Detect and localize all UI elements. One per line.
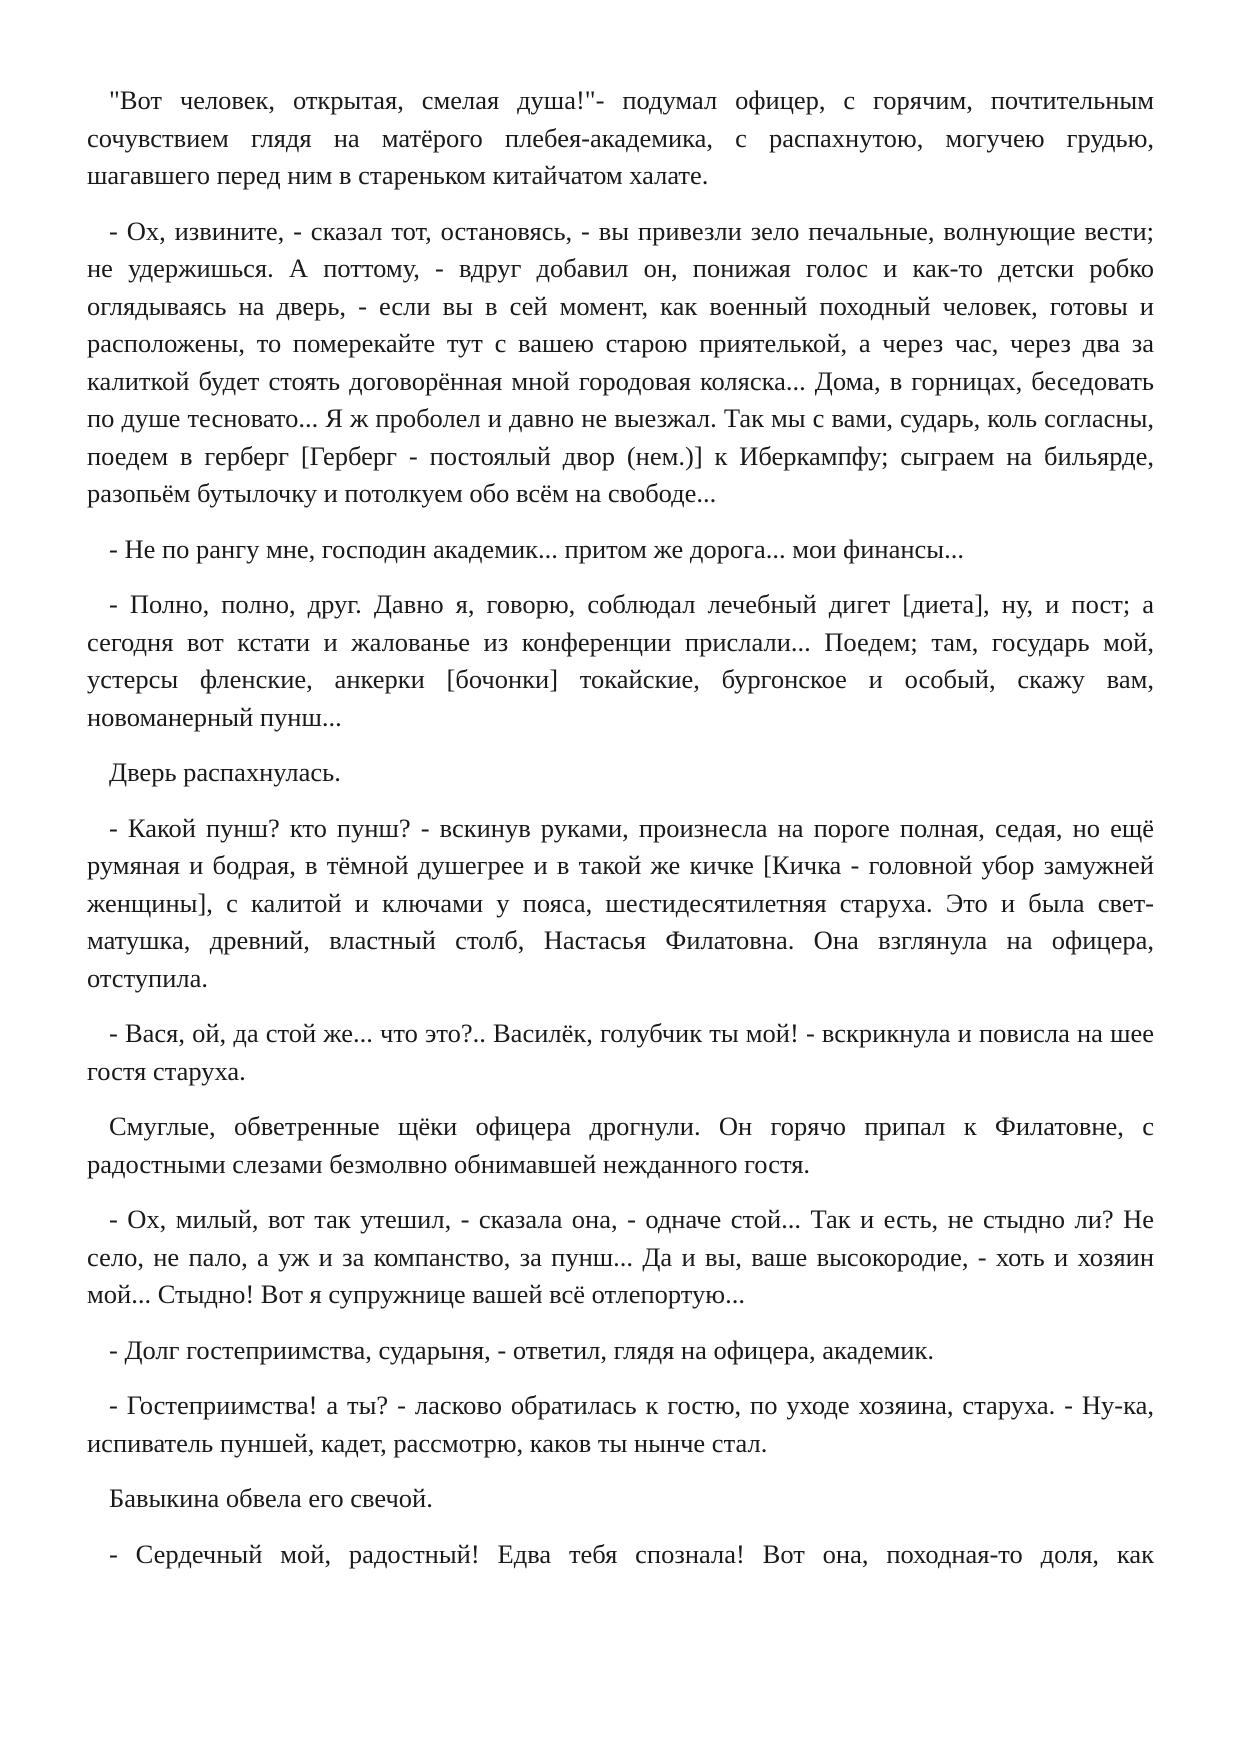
paragraph: - Вася, ой, да стой же... что это?.. Василёк, голубчик ты мой! - вскрикнула и повисла на шее гостя старуха. <box>87 1018 1154 1086</box>
paragraph: "Вот человек, открытая, смелая душа!"- подумал офицер, с горячим, почтительным сочувствием глядя на матёрого плебея-академика, с распахнутою, могучею грудью, шагавшего перед ним в стареньком китайчатом халате. <box>87 85 1154 190</box>
paragraph: - Долг гостеприимства, сударыня, - ответил, глядя на офицера, академик. <box>109 1334 934 1365</box>
paragraph: - Какой пунш? кто пунш? - вскинув руками, произнесла на пороге полная, седая, но ещё румяная и бодрая, в тёмной душегрее и в такой же кичке [Кичка - головной убор замужней женщины], с калитой и ключами у пояса, шестидесятилетняя старуха. Это и была свет-матушка, древний, властный столб, Настасья Филатовна. Она взглянула на офицера, отступила. <box>87 812 1154 993</box>
paragraph: - Ох, извините, - сказал тот, остановясь, - вы привезли зело печальные, волнующие вести; не удержишься. А поттому, - вдруг добавил он, понижая голос и как-то детски робко оглядываясь на дверь, - если вы в сей момент, как военный походный человек, готовы и расположены, то померекайте тут с вашею старою приятелькой, а через час, через два за калиткой будет стоять договорённая мной городовая коляска... Дома, в горницах, беседовать по душе тесновато... Я ж проболел и давно не выезжал. Так мы с вами, сударь, коль согласны, поедем в герберг [Герберг - постоялый двор (нем.)] к Иберкампфу; сыграем на бильярде, разопьём бутылочку и потолкуем обо всём на свободе... <box>87 215 1154 508</box>
paragraph: Бавыкина обвела его свечой. <box>109 1483 433 1513</box>
paragraph: Смуглые, обветренные щёки офицера дрогнули. Он горячо припал к Филатовне, с радостными слезами безмолвно обнимавшей нежданного гостя. <box>87 1111 1154 1179</box>
paragraph: - Гостеприимства! а ты? - ласково обратилась к гостю, по уходе хозяина, старуха. - Ну-ка, испиватель пуншей, кадет, рассмотрю, каков ты нынче стал. <box>87 1390 1154 1458</box>
paragraph: - Ох, милый, вот так утешил, - сказала она, - одначе стой... Так и есть, не стыдно ли? Не село, не пало, а уж и за компанство, за пунш... Да и вы, ваше высокородие, - хоть и хозяин мой... Стыдно! Вот я супружнице вашей всё отлепортую... <box>87 1204 1154 1309</box>
paragraph: Дверь распахнулась. <box>109 757 341 787</box>
paragraph: - Полно, полно, друг. Давно я, говорю, соблюдал лечебный дигет [диета], ну, и пост; а сегодня вот кстати и жалованье из конференции прислали... Поедем; там, государь мой, устерсы фленские, анкерки [бочонки] токайские, бургонское и особый, скажу вам, новоманерный пунш... <box>87 589 1154 732</box>
document-page <box>87 82 1154 1573</box>
paragraph: - Сердечный мой, радостный! Едва тебя спознала! Вот она, походная-то доля, как <box>109 1538 1154 1569</box>
paragraph: - Не по рангу мне, господин академик... притом же дорога... мои финансы... <box>109 533 964 564</box>
